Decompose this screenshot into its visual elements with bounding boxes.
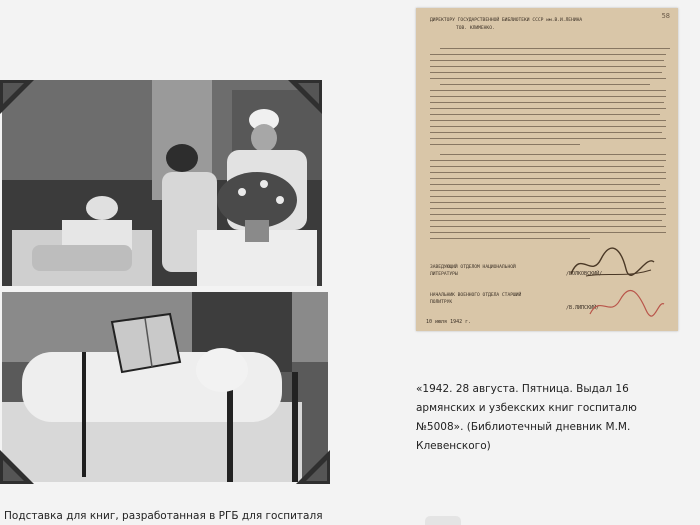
archival-letter [416, 8, 678, 331]
letter-page-number: 58 [661, 12, 670, 20]
diary-quote: «1942. 28 августа. Пятница. Выдал 16 армянских и узбекских книг госпиталю №5008». (Библиотечный дневник М.М. Клевенского) [416, 383, 637, 452]
letter-date: 10 июля 1942 г. [426, 319, 472, 325]
letter-second-title: НАЧАЛЬНИК ВОЕННОГО ОТДЕЛА СТАРШИЙ ПОЛИТРУК [430, 293, 522, 305]
letter-second-name: /В.ЛИПСКИЙ/ [566, 305, 600, 311]
photo-corner-top-left [0, 80, 34, 114]
photo-caption: Подставка для книг, разработанная в РГБ для госпиталя [4, 510, 323, 522]
photo-corner-top-right [288, 80, 322, 114]
letter-signature-title: ЗАВЕДУЮЩИЙ ОТДЕЛОМ НАЦИОНАЛЬНОЙ ЛИТЕРАТУРЫ [430, 265, 516, 277]
photo-corner-bottom-right [296, 450, 330, 484]
book-stand-photo [2, 292, 328, 482]
scroll-indicator[interactable] [425, 516, 461, 525]
handwritten-signature [566, 244, 656, 284]
letter-addressee: ДИРЕКТОРУ ГОСУДАРСТВЕННОЙ БИБЛИОТЕКИ СССР им.В.И.ЛЕНИНА [430, 18, 583, 23]
hospital-ward-photo [2, 80, 322, 286]
letter-addressee-name: ТОВ. КЛИМЕНКО. [456, 26, 495, 31]
photo-corner-bottom-left [0, 450, 34, 484]
letter-signature-name: /ВОЛКОВСКИЙ/ [566, 271, 603, 277]
red-signature [586, 288, 666, 322]
